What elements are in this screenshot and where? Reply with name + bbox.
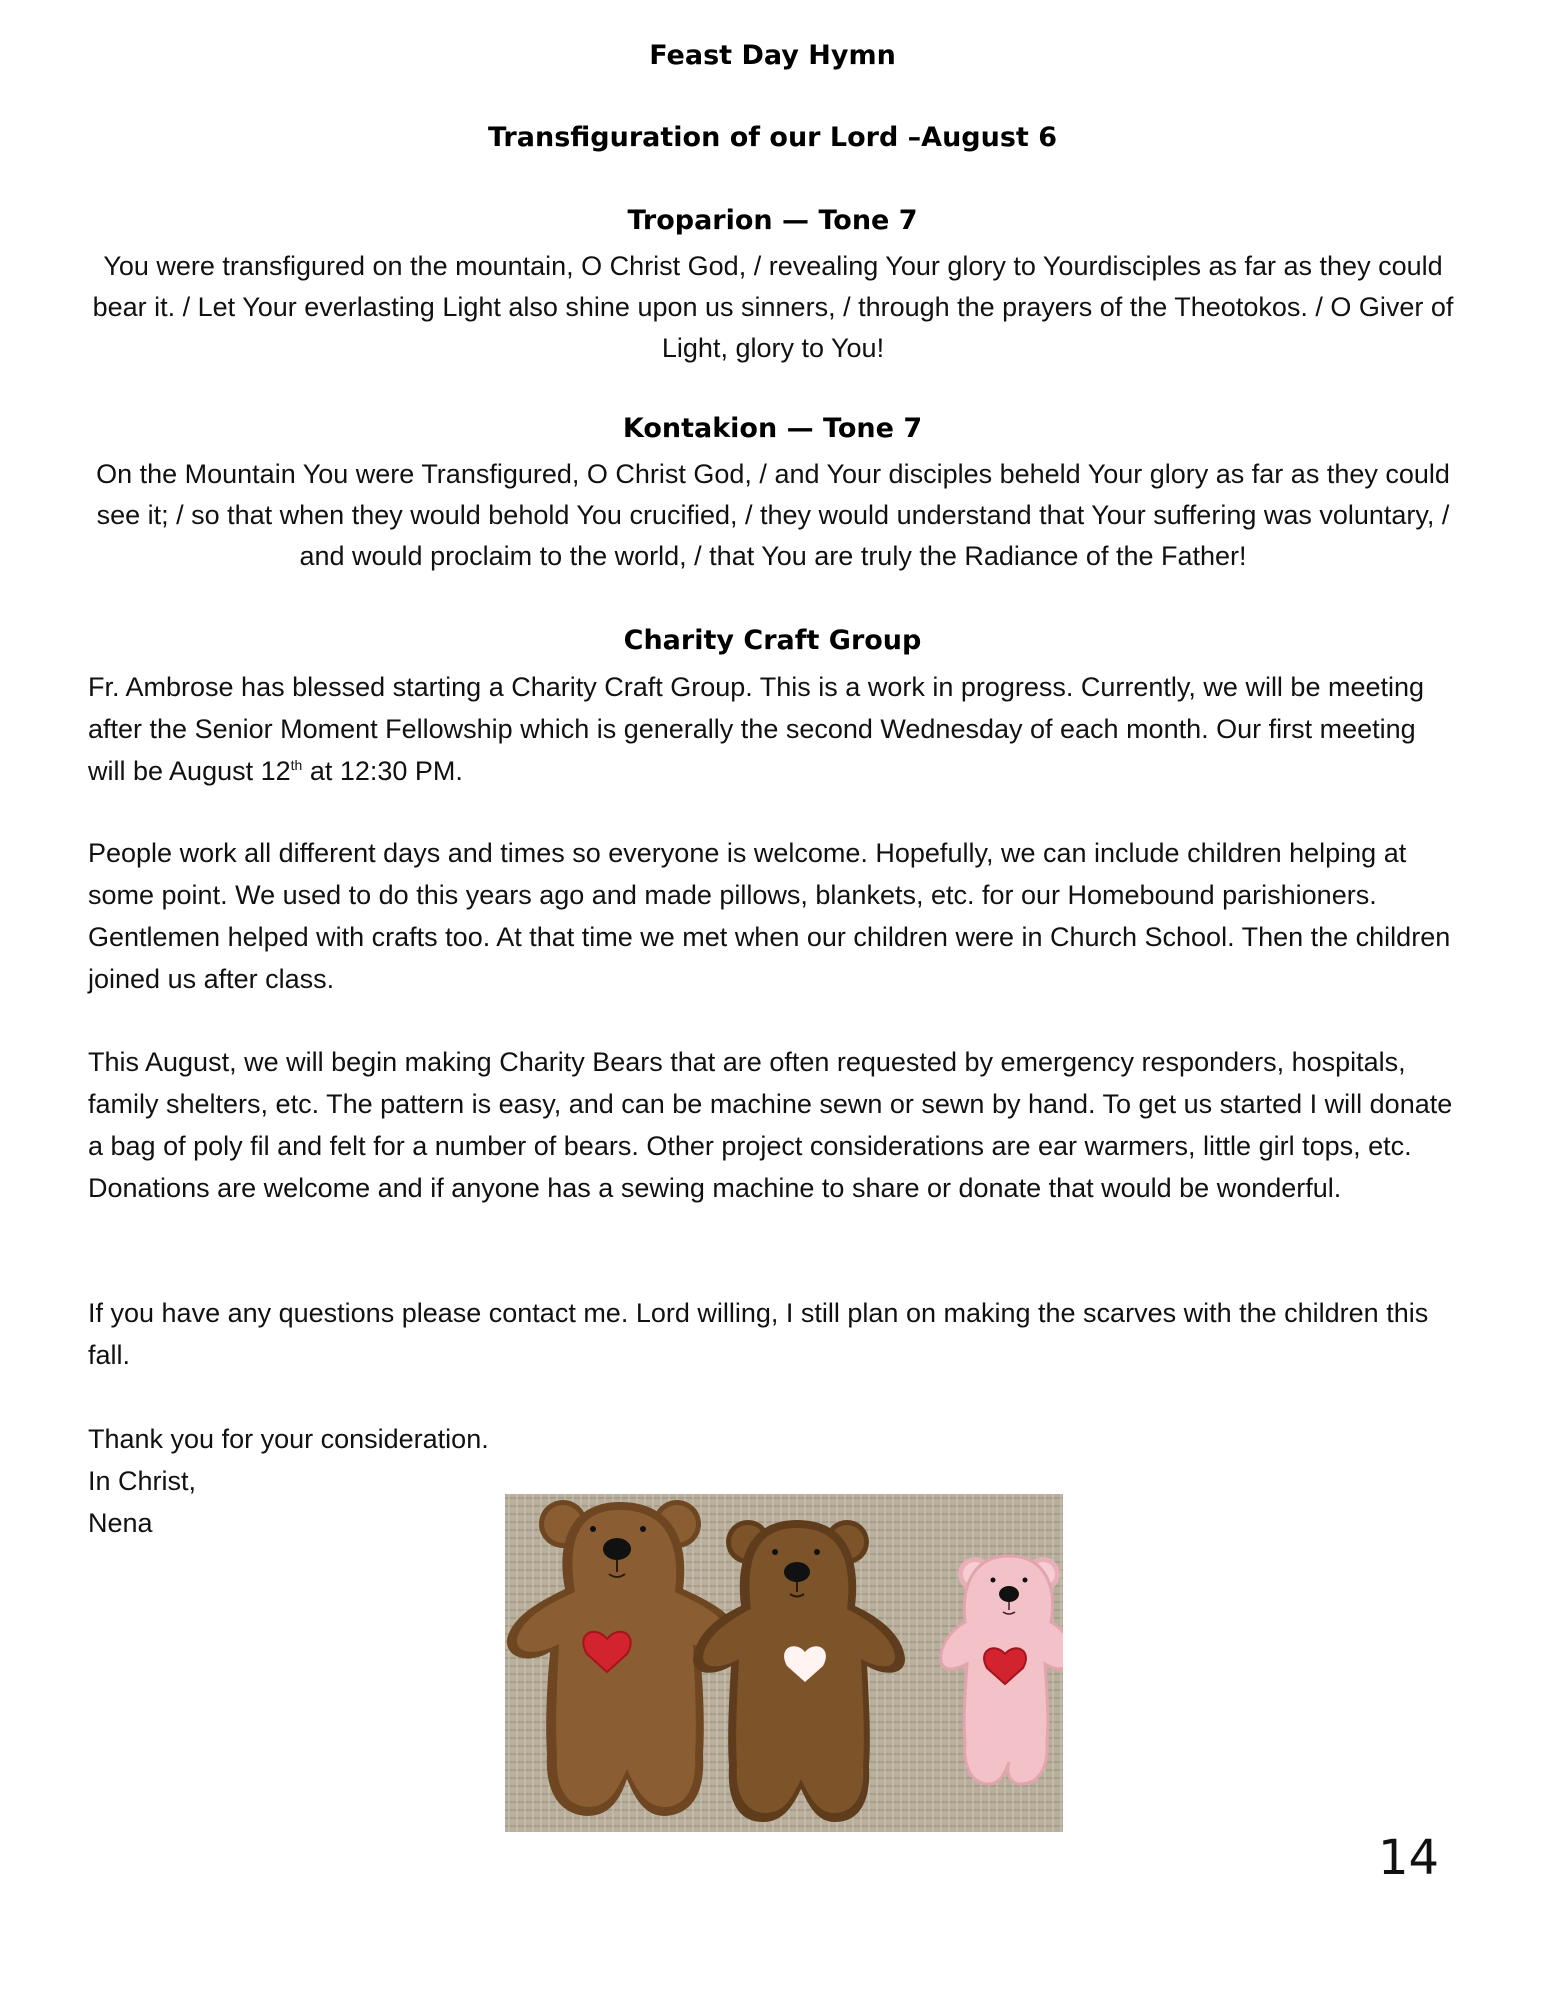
charity-bears-photo <box>505 1494 1063 1832</box>
troparion-heading: Troparion — Tone 7 <box>627 205 918 236</box>
charity-paragraph-3: This August, we will begin making Charity Bears that are often requested by emergency responders, hospitals, family shelters, etc. The pattern is easy, and can be machine sewn or sewn by hand. To get us started I will donate a bag of poly fil and felt for a number of bears. Other project considerations are ear warmers, little girl tops, etc. Donations are welcome and if anyone has a sewing machine to share or donate that would be wonderful. <box>88 1047 1453 1203</box>
ordinal-suffix: th <box>290 757 303 773</box>
kontakion-text: On the Mountain You were Transfigured, O Christ God, / and Your disciples beheld Your glory as far as they could see it; / so that when they would behold You crucified, / they would understand that Your suffering was voluntary, / and would proclaim to the world, / that You are truly the Radiance of the Father! <box>96 459 1450 571</box>
charity-heading: Charity Craft Group <box>623 625 922 656</box>
page-number: 14 <box>1378 1830 1440 1886</box>
feast-subtitle: Transfiguration of our Lord –August 6 <box>487 122 1058 153</box>
charity-paragraph-4: If you have any questions please contact me. Lord willing, I still plan on making the scarves with the children this fall. <box>88 1298 1429 1370</box>
charity-paragraph-2: People work all different days and times so everyone is welcome. Hopefully, we can include children helping at some point. We used to do this years ago and made pillows, blankets, etc. for our Homebound parishioners. Gentlemen helped with crafts too. At that time we met when our children were in Church School. Then the children joined us after class. <box>88 838 1451 994</box>
page-title: Feast Day Hymn <box>649 40 896 71</box>
closing-line: Thank you for your consideration. <box>88 1424 489 1454</box>
charity-paragraph-1: Fr. Ambrose has blessed starting a Charity Craft Group. This is a work in progress. Currently, we will be meeting after the Senior Moment Fellowship which is generally the second Wednesday of each month. Our first meeting will be August 12th at 12:30 PM. <box>88 672 1425 786</box>
troparion-text: You were transfigured on the mountain, O Christ God, / revealing Your glory to Yourdisciples as far as they could bear it. / Let Your everlasting Light also shine upon us sinners, / through the prayers of the Theotokos. / O Giver of Light, glory to You! <box>92 251 1454 363</box>
sign-off: In Christ, <box>88 1466 197 1496</box>
signature: Nena <box>88 1508 153 1538</box>
kontakion-heading: Kontakion — Tone 7 <box>622 413 923 444</box>
